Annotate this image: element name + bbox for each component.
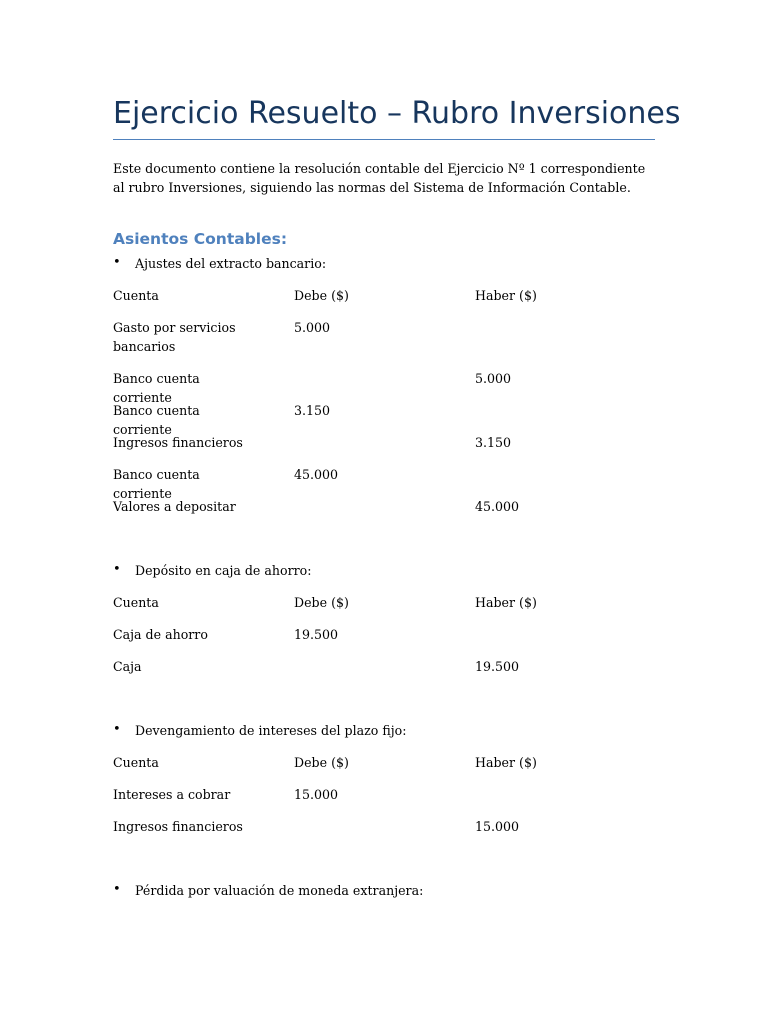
cell-haber: 19.500 — [475, 659, 520, 674]
column-header-debe: Debe ($) — [294, 288, 349, 303]
cell-cuenta: Banco cuenta corriente — [113, 467, 200, 501]
cell-cuenta: Caja de ahorro — [113, 627, 208, 642]
cell-cuenta: Banco cuenta corriente — [113, 403, 200, 437]
cell-debe: 19.500 — [294, 627, 339, 642]
cell-debe: 45.000 — [294, 467, 339, 482]
column-header-debe: Debe ($) — [294, 595, 349, 610]
bullet-icon: • — [113, 722, 121, 737]
column-header-cuenta: Cuenta — [113, 288, 159, 303]
cell-haber: 15.000 — [475, 819, 520, 834]
cell-haber: 45.000 — [475, 499, 520, 514]
entry-label: Devengamiento de intereses del plazo fijo: — [135, 723, 407, 738]
section-heading: Asientos Contables: — [113, 230, 288, 248]
entry-label: Depósito en caja de ahorro: — [135, 563, 312, 578]
column-header-haber: Haber ($) — [475, 595, 537, 610]
column-header-haber: Haber ($) — [475, 755, 537, 770]
bullet-icon: • — [113, 255, 121, 270]
column-header-haber: Haber ($) — [475, 288, 537, 303]
page-title: Ejercicio Resuelto – Rubro Inversiones — [113, 94, 655, 140]
cell-cuenta: Banco cuenta corriente — [113, 371, 200, 405]
cell-haber: 3.150 — [475, 435, 512, 450]
column-header-cuenta: Cuenta — [113, 755, 159, 770]
cell-cuenta: Gasto por servicios bancarios — [113, 320, 236, 354]
entry-label: Pérdida por valuación de moneda extranjera: — [135, 883, 424, 898]
cell-cuenta: Caja — [113, 659, 142, 674]
column-header-cuenta: Cuenta — [113, 595, 159, 610]
column-header-debe: Debe ($) — [294, 755, 349, 770]
cell-cuenta: Ingresos financieros — [113, 819, 243, 834]
cell-cuenta: Ingresos financieros — [113, 435, 243, 450]
cell-debe: 3.150 — [294, 403, 331, 418]
cell-haber: 5.000 — [475, 371, 512, 386]
cell-debe: 5.000 — [294, 320, 331, 335]
intro-paragraph: Este documento contiene la resolución contable del Ejercicio Nº 1 correspondiente al rubro Inversiones, siguiendo las normas del Sistema de Información Contable. — [113, 161, 646, 195]
entry-label: Ajustes del extracto bancario: — [135, 256, 327, 271]
bullet-icon: • — [113, 882, 121, 897]
cell-cuenta: Valores a depositar — [113, 499, 236, 514]
bullet-icon: • — [113, 562, 121, 577]
cell-cuenta: Intereses a cobrar — [113, 787, 231, 802]
cell-debe: 15.000 — [294, 787, 339, 802]
